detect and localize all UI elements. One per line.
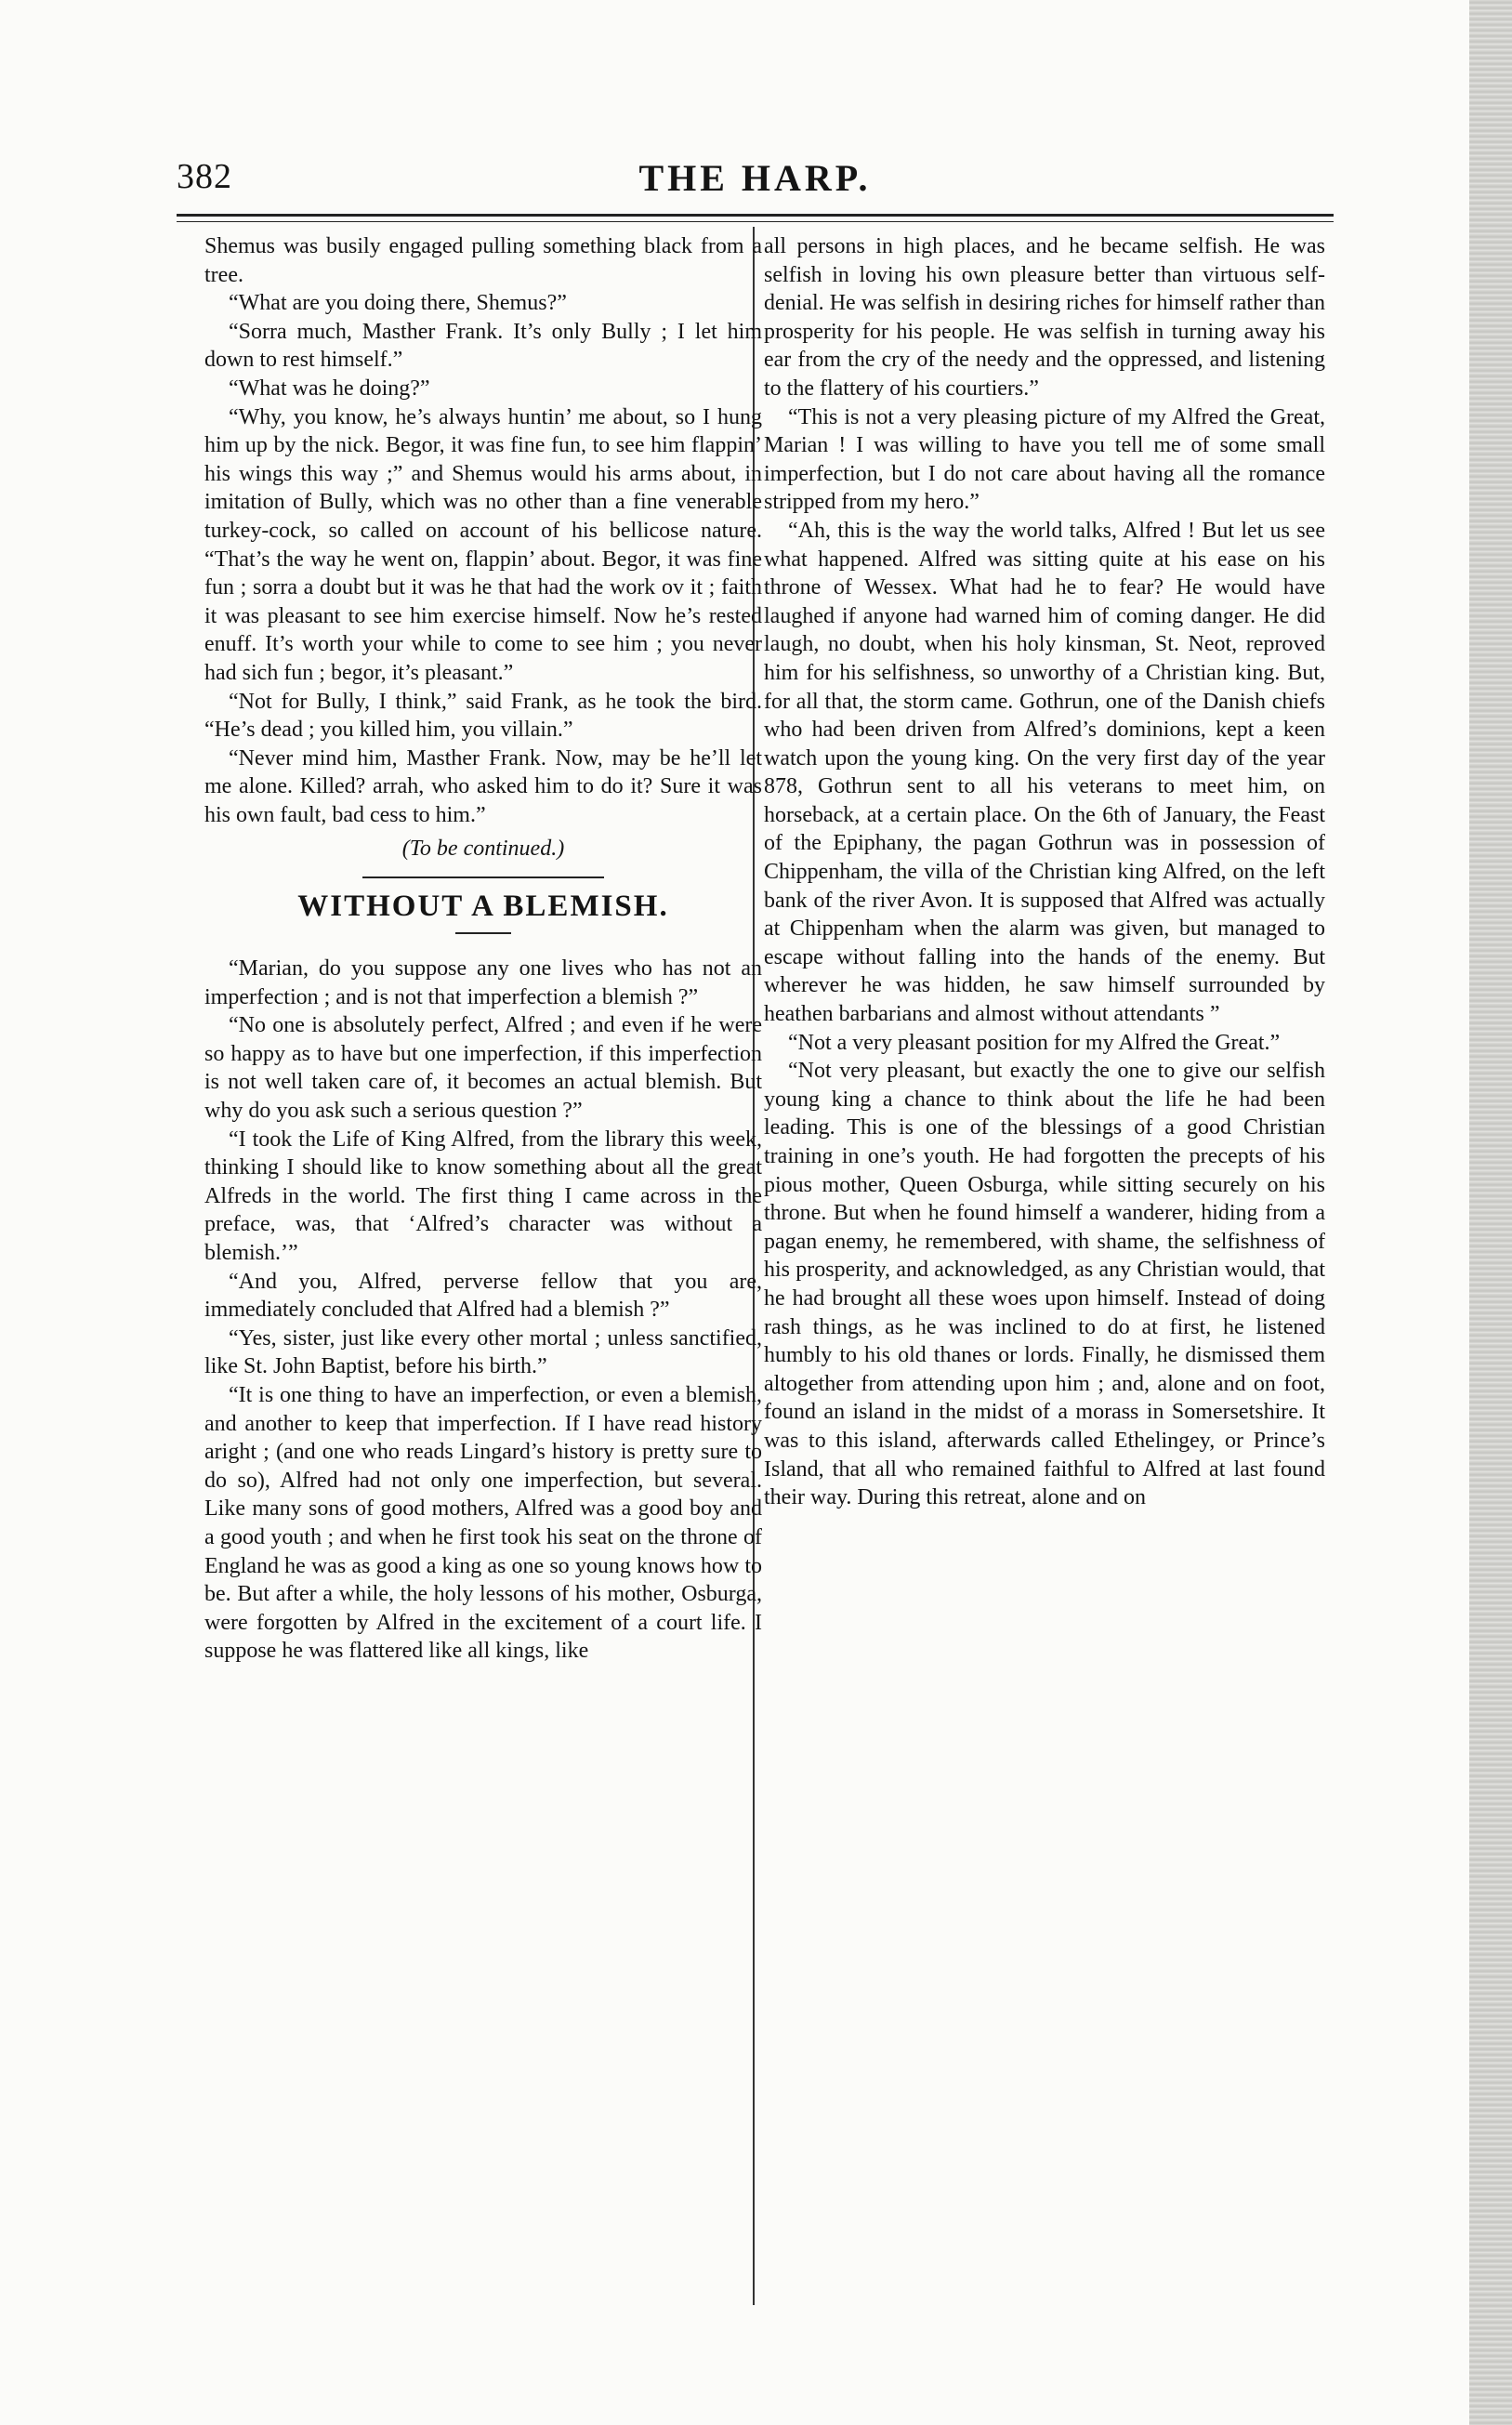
article-title: WITHOUT A BLEMISH. xyxy=(297,890,669,924)
page-header xyxy=(177,156,1334,212)
running-title: THE HARP. xyxy=(638,157,872,199)
title-rule xyxy=(455,932,511,934)
left-column xyxy=(204,232,762,2296)
paragraph: “Sorra much, Masther Frank. It’s only Bully ; I let him down to rest himself.” xyxy=(204,319,762,373)
page-number: 382 xyxy=(177,157,232,196)
paragraph: “What was he doing?” xyxy=(229,376,430,401)
header-rule xyxy=(177,214,1334,217)
paragraph: Shemus was busily engaged pulling something black from a tree. xyxy=(204,234,762,287)
paragraph: “And you, Alfred, perverse fellow that you are, immediately concluded that Alfred had a blemish ?” xyxy=(204,1269,762,1323)
paragraph: “Not very pleasant, but exactly the one to give our selfish young king a chance to think about the life he had been leading. This is one of the blessings of a good Christian training in one’s youth. He had forgotten the precepts of his pious mother, Queen Osburga, while sitting securely on his throne. But when he found himself a wanderer, hiding from a pagan enemy, he remembered, with shame, the selfishness of his prosperity, and acknowledged, as any Christian would, that he had brought all these woes upon himself. Instead of doing rash things, as he was inclined to do at first, he listened humbly to his old thanes or lords. Finally, he dismissed them altogether from attending upon him ; and, alone and on foot, found an island in the midst of a morass in Somersetshire. It was to this island, afterwards called Ethelingey, or Prince’s Island, that all who remained faithful to Alfred at last found their way. During this retreat, alone and on xyxy=(764,1059,1325,1510)
paragraph: “What are you doing there, Shemus?” xyxy=(229,291,567,316)
paragraph: all persons in high places, and he became selfish. He was selfish in loving his own pleasure better than virtuous self-denial. He was selfish in desiring riches for himself rather than prosperity for his people. He was selfish in turning away his ear from the cry of the needy and the oppressed, and listening to the flattery of his courtiers.” xyxy=(764,234,1325,401)
paragraph: “Not for Bully, I think,” said Frank, as he took the bird. “He’s dead ; you killed him, you villain.” xyxy=(204,689,762,743)
header-rule-thin xyxy=(177,221,1334,222)
paragraph: “Not a very pleasant position for my Alfred the Great.” xyxy=(788,1030,1281,1055)
paragraph: “Ah, this is the way the world talks, Alfred ! But let us see what happened. Alfred was sitting quite at his ease on his throne of Wessex. What had he to fear? He would have laughed if anyone had warned him of coming danger. He did laugh, no doubt, when his holy kinsman, St. Neot, reproved him for his selfishness, so unworthy of a Christian king. But, for all that, the storm came. Gothrun, one of the Danish chiefs who had been driven from Alfred’s dominions, kept a keen watch upon the young king. On the very first day of the year 878, Gothrun sent to all his veterans to meet him, on horseback, at a certain place. On the 6th of January, the Feast of the Epiphany, the pagan Gothrun was in possession of Chippenham, the villa of the Christian king Alfred, on the left bank of the river Avon. It is supposed that Alfred was actually at Chippenham when the alarm was given, but managed to escape without falling into the hands of the enemy. But wherever he was hidden, he saw himself surrounded by heathen barbarians and almost without attendants ” xyxy=(764,518,1325,1027)
paragraph: “It is one thing to have an imperfection, or even a blemish, and another to keep that imperfection. If I have read history aright ; (and one who reads Lingard’s history is pretty sure to do so), Alfred had not only one imperfection, but several. Like many sons of good mothers, Alfred was a good boy and a good youth ; and when he first took his seat on the throne of England he was as good a king as one so young knows how to be. But after a while, the holy lessons of his mother, Osburga, were forgotten by Alfred in the excitement of a court life. I suppose he was flattered like all kings, like xyxy=(204,1382,762,1664)
to-be-continued: (To be continued.) xyxy=(401,837,565,862)
ornament-divider xyxy=(204,871,762,884)
book-spine-edge xyxy=(1469,0,1512,2425)
paragraph: “I took the Life of King Alfred, from the library this week, thinking I should like to know something about all the great Alfreds in the world. The first thing I came across in the preface, was, that ‘Alfred’s character was without a blemish.’” xyxy=(204,1127,762,1265)
paragraph: “No one is absolutely perfect, Alfred ; and even if he were so happy as to have but one imperfection, if this imperfection is not well taken care of, it becomes an actual blemish. But why do you ask such a serious question ?” xyxy=(204,1013,762,1124)
paragraph: “Never mind him, Masther Frank. Now, may be he’ll let me alone. Killed? arrah, who asked him to do it? Sure it was his own fault, bad cess to him.” xyxy=(204,745,762,827)
paragraph: “Why, you know, he’s always huntin’ me about, so I hung him up by the nick. Begor, it was fine fun, to see him flappin’ his wings this way ;” and Shemus would his arms about, in imitation of Bully, which was no other than a fine venerable turkey-cock, so called on account of his bellicose nature. “That’s the way he went on, flappin’ about. Begor, it was fine fun ; sorra a doubt but it was he that had the work ov it ; faith it was pleasant to see him exercise himself. Now he’s rested enuff. It’s worth your while to come to see him ; you never had sich fun ; begor, it’s pleasant.” xyxy=(204,404,762,685)
paragraph: “This is not a very pleasing picture of my Alfred the Great, Marian ! I was willing to have you tell me of some small imperfection, but I do not care about having all the romance stripped from my hero.” xyxy=(764,404,1325,515)
paragraph: “Marian, do you suppose any one lives who has not an imperfection ; and is not that imperfection a blemish ?” xyxy=(204,956,762,1009)
right-column xyxy=(764,232,1325,2296)
paragraph: “Yes, sister, just like every other mortal ; unless sanctified, like St. John Baptist, before his birth.” xyxy=(204,1325,762,1379)
